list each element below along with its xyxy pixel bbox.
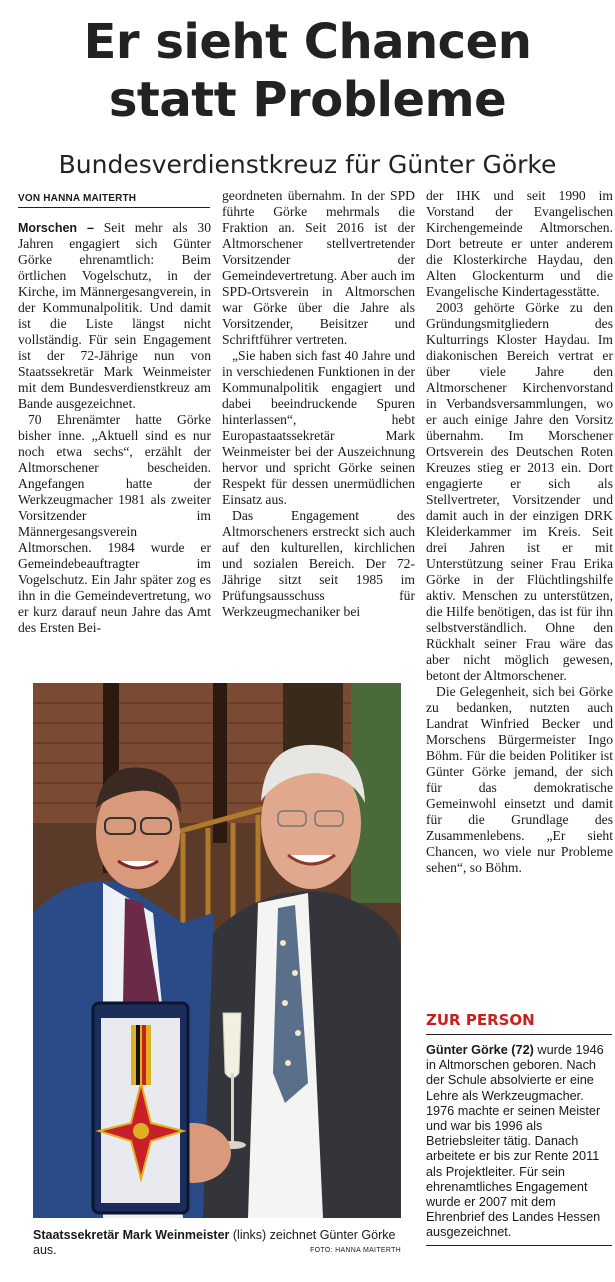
person-box-divider xyxy=(426,1034,612,1035)
article-column-1 xyxy=(18,220,211,636)
article-paragraph xyxy=(18,220,211,412)
article-paragraph: 2003 gehörte Görke zu den Gründungsmitgliedern des Kulturrings Kloster Haydau. Im diakonischen Bereich vertrat er über viele Jahre den Altmorschener Kirchenvorstand in Verbandsversammlungen, wo er auch einige Jahre den Vorsitz übernahm. Im Morschener Ortsverein des Deutschen Roten Kreuzes stieg er 2013 ein. Dort engagierte er sich als Stellvertreter, Vorsitzender und damit auch in der einzigen DRK Kleiderkammer im Kreis. Seit drei Jahren ist er mit Unterstützung seiner Frau Erika Görke in der Flüchtlingshilfe aktiv. Menschen zu unterstützen, die Hilfe benötigen, das ist für ihn selbstverständlich. Ohne den Rückhalt seiner Frau wäre das aber nicht möglich gewesen, betont der Altmorschener. xyxy=(426,300,613,683)
article-paragraph: Die Gelegenheit, sich bei Görke zu bedanken, nutzten auch Landrat Winfried Becker und Morschens Bürgermeister Ingo Böhm. Für die beiden Politiker ist Günter Görke jemand, der sich für das demokratische Gemeinwohl einsetzt und damit für die Grundlage des Zusammenlebens. „Er sieht Chancen, wo viele nur Probleme sehen“, so Böhm. xyxy=(426,684,613,875)
article-paragraph: geordneten übernahm. In der SPD führte Görke mehrmals die Fraktion an. Seit 2016 ist der Altmorschener stellvertretender Vorsitzender der Gemeindevertretung. Aber auch im SPD-Ortsverein in Altmorschen war Görke über die Jahre als Vorsitzender, Beisitzer und Schriftführer vertreten. xyxy=(222,188,415,347)
caption-text: (links) zeichnet Günter Görke aus. xyxy=(33,1228,396,1257)
article-paragraph: „Sie haben sich fast 40 Jahre und in verschiedenen Funktionen in der Kommunalpolitik engagiert und dabei beeindruckende Spuren hinterlassen“, hebt Europastaatssekretär Mark Weinmeister bei der Auszeichnung hervor und spricht Görke seinen Respekt für dessen unermüdlichen Einsatz aus. xyxy=(222,348,415,507)
headline-line-1: Er sieht Chancen xyxy=(83,14,532,70)
end-divider xyxy=(426,1245,612,1246)
article-paragraph: Das Engagement des Altmorscheners erstreckt sich auch auf den kulturellen, kirchlichen und sozialen Bereich. Der 72-Jährige sitzt seit 1985 im Prüfungsausschuss für Werkzeugmechaniker bei xyxy=(222,508,415,619)
person-box-text xyxy=(426,1043,612,1241)
dateline: Morschen – xyxy=(18,221,94,235)
article-column-2 xyxy=(222,188,415,620)
photo-caption xyxy=(33,1228,401,1258)
paragraph-text: Seit mehr als 30 Jahren engagiert sich Günter Görke ehrenamtlich: Beim örtlichen Vogelschutz, in der Kirche, im Männergesangverein, in der Kommunalpolitik. Und damit ist die Liste längst nicht vollständig. Für sein Engagement ist der 72-Jährige nun von Staatssekretär Mark Weinmeister mit dem Bundesverdienstkreuz am Bande ausgezeichnet. xyxy=(18,220,211,411)
article-photo xyxy=(33,683,401,1218)
person-box-heading: ZUR PERSON xyxy=(426,1011,535,1029)
article-paragraph: der IHK und seit 1990 im Vorstand der Evangelischen Kirchengemeinde Altmorschen. Dort betreute er unter anderem die Klosterkirche Haydau, den Alten Glockenturm und die Evangelische Kindertagesstätte. xyxy=(426,188,613,299)
subheadline: Bundesverdienstkreuz für Günter Görke xyxy=(58,150,557,179)
photo-credit: FOTO: HANNA MAITERTH xyxy=(310,1247,401,1254)
person-bio: wurde 1946 in Altmorschen geboren. Nach der Schule absolvierte er eine Lehre als Werkzeugmacher. 1976 machte er seinen Meister und war bis 1996 als Betriebsleiter tätig. Danach arbeitete er bis zur Rente 2011 als Projektleiter. Für sein ehrenamtliches Engagement wurde er 2007 mit dem Ehrenbrief des Landes Hessen ausgezeichnet. xyxy=(426,1043,604,1240)
caption-emphasis: Staatssekretär Mark Weinmeister xyxy=(33,1228,230,1242)
article-column-3 xyxy=(426,188,613,876)
byline: VON HANNA MAITERTH xyxy=(18,193,137,204)
article-paragraph: 70 Ehrenämter hatte Görke bisher inne. „Aktuell sind es nur noch etwa sechs“, erzählt der Altmorschener bescheiden. Angefangen hatte der Werkzeugmacher 1981 als zweiter Vorsitzender im Männergesangsverein Altmorschen. 1984 wurde er Gemeindebeauftragter im Vogelschutz. Ein Jahr später zog es ihn in die Gemeindevertretung, wo er kurz darauf neun Jahre das Amt des Ersten Bei- xyxy=(18,412,211,635)
byline-divider xyxy=(18,207,210,208)
headline-line-2: statt Probleme xyxy=(108,72,507,128)
person-name: Günter Görke (72) xyxy=(426,1043,534,1057)
